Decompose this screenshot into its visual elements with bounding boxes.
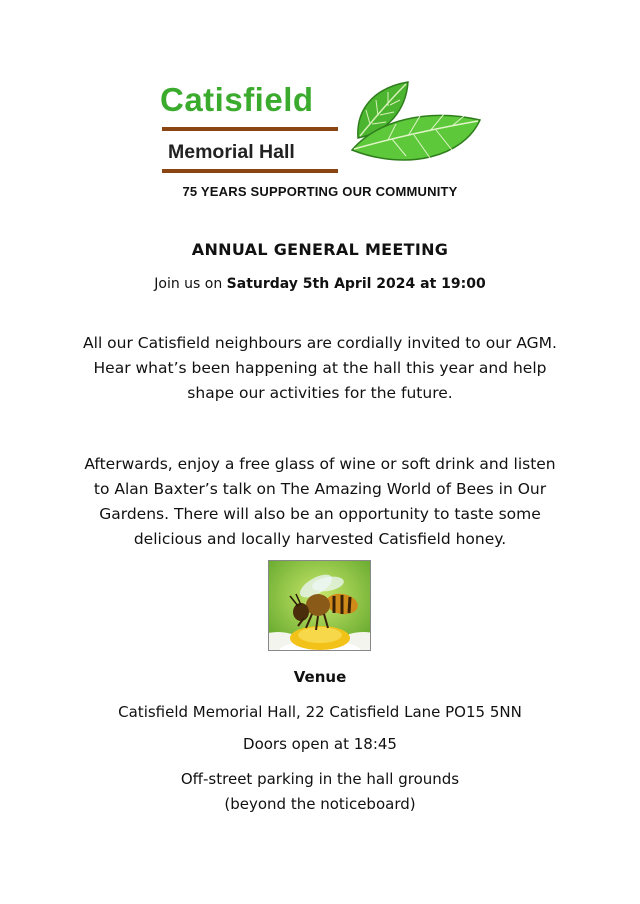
afterwards-line: to Alan Baxter’s talk on The Amazing World of Bees in Our bbox=[93, 480, 547, 498]
venue-address: Catisfield Memorial Hall, 22 Catisfield Lane PO15 5NN bbox=[118, 703, 522, 721]
afterwards-line: Afterwards, enjoy a free glass of wine or soft drink and listen bbox=[84, 455, 556, 473]
logo-title: Catisfield bbox=[160, 81, 314, 118]
afterwards-paragraph bbox=[0, 452, 640, 552]
meeting-date-line bbox=[0, 276, 640, 292]
invite-paragraph bbox=[0, 331, 640, 406]
logo bbox=[158, 80, 488, 180]
join-prefix: Join us on bbox=[154, 276, 227, 292]
tagline: 75 YEARS SUPPORTING OUR COMMUNITY bbox=[182, 184, 458, 199]
page-title: ANNUAL GENERAL MEETING bbox=[191, 240, 449, 259]
parking-info bbox=[0, 767, 640, 817]
meeting-date: Saturday 5th April 2024 at 19:00 bbox=[226, 276, 486, 292]
parking-line: (beyond the noticeboard) bbox=[224, 795, 416, 813]
afterwards-line: Gardens. There will also be an opportunity to taste some bbox=[99, 505, 541, 523]
bee-on-flower-photo bbox=[268, 560, 371, 651]
logo-rule-top bbox=[162, 127, 338, 131]
green-leaves-icon bbox=[348, 80, 488, 170]
logo-rule-bottom bbox=[162, 169, 338, 173]
invite-line: Hear what’s been happening at the hall this year and help bbox=[93, 359, 547, 377]
logo-subtitle: Memorial Hall bbox=[168, 141, 295, 163]
invite-line: All our Catisfield neighbours are cordially invited to our AGM. bbox=[83, 334, 557, 352]
parking-line: Off-street parking in the hall grounds bbox=[180, 770, 460, 788]
invite-line: shape our activities for the future. bbox=[187, 384, 453, 402]
afterwards-line: delicious and locally harvested Catisfield honey. bbox=[133, 530, 507, 548]
doors-open: Doors open at 18:45 bbox=[243, 735, 397, 753]
venue-heading: Venue bbox=[293, 668, 347, 686]
